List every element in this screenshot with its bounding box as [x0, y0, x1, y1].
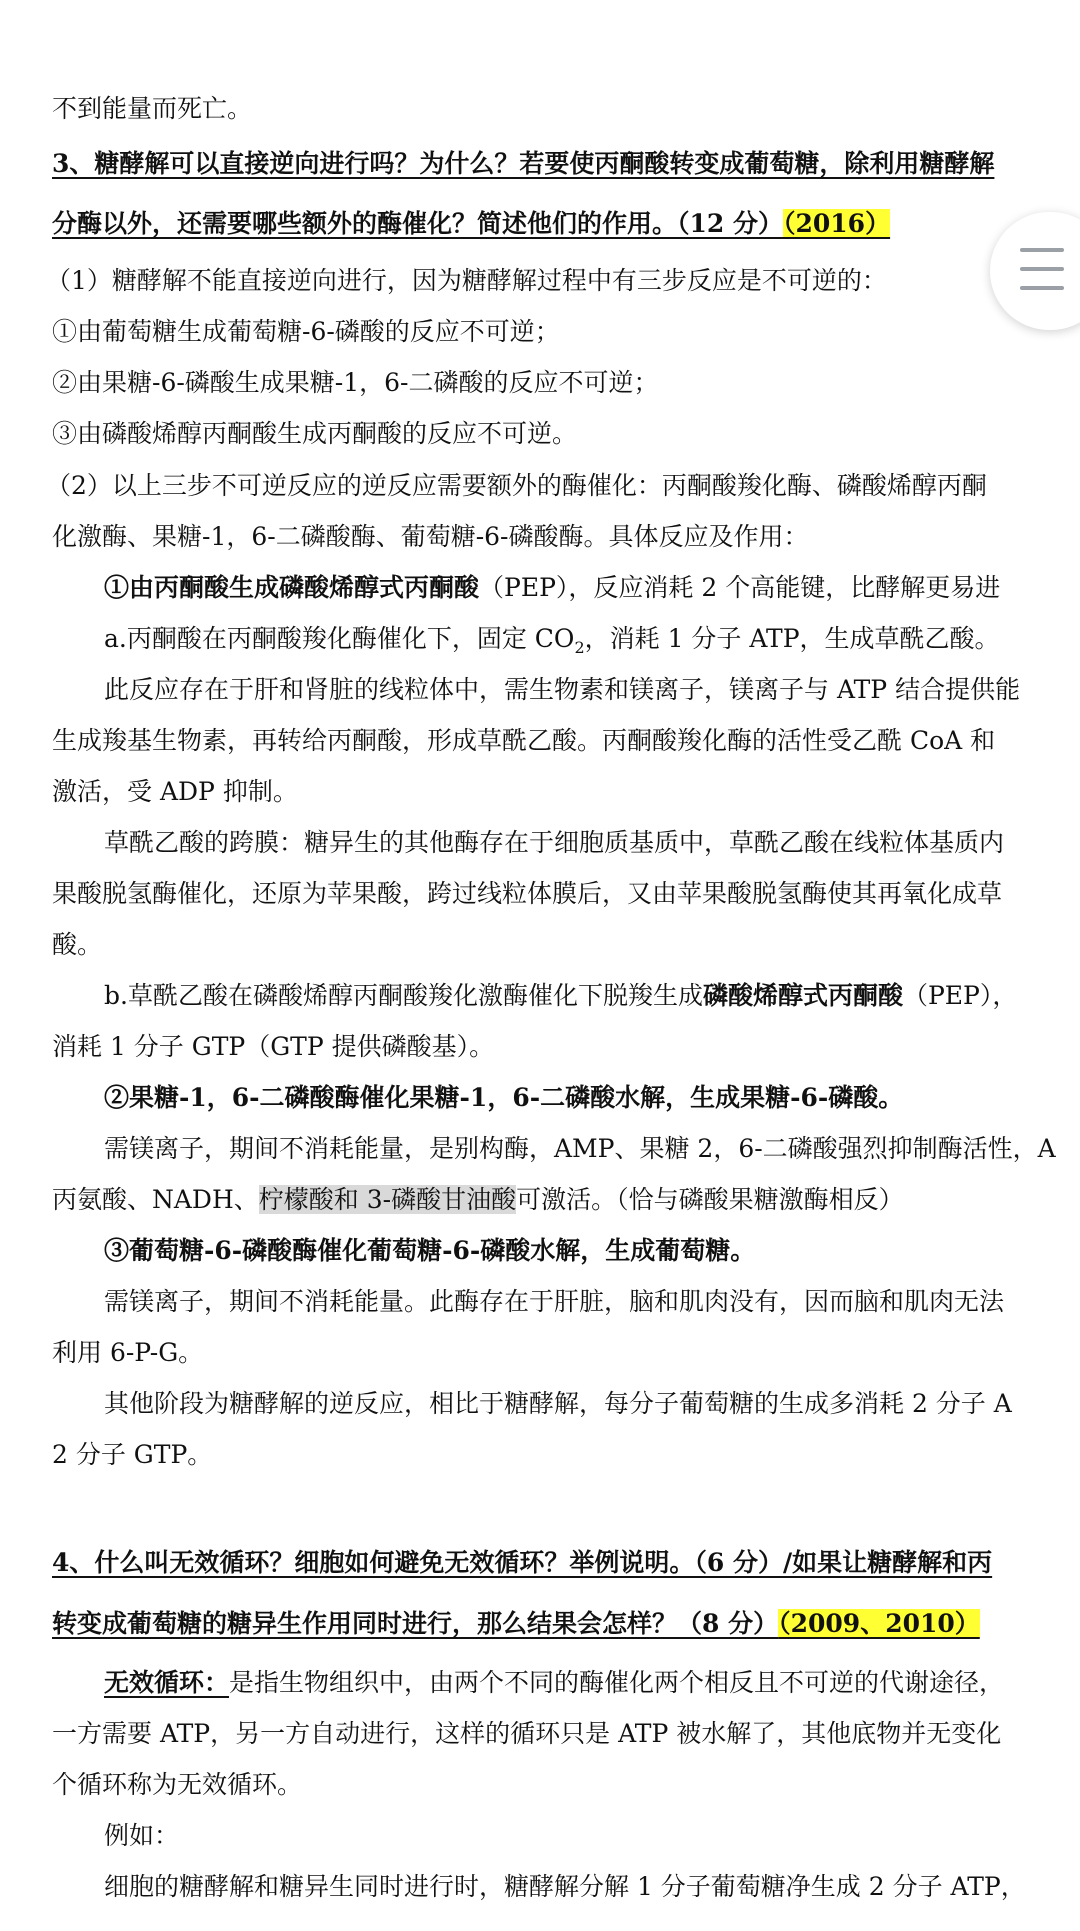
enzyme-step-b: b.草酰乙酸在磷酸烯醇丙酮酸羧化激酶催化下脱羧生成磷酸烯醇式丙酮酸（PEP）， [104, 981, 1018, 1010]
text-line: 细胞的糖酵解和糖异生同时进行时，糖酵解分解 1 分子葡萄糖净生成 2 分子 ATP， [104, 1872, 1026, 1901]
question-3-title-cont: 分酶以外，还需要哪些额外的酶催化？简述他们的作用。（12 分）（2016） [52, 209, 891, 238]
question-4-title: 4、什么叫无效循环？细胞如何避免无效循环？举例说明。（6 分）/如果让糖酵解和丙 [52, 1548, 993, 1577]
answer-paragraph: （1）糖酵解不能直接逆向进行，因为糖酵解过程中有三步反应是不可逆的： [46, 266, 887, 295]
answer-item: ②由果糖-6-磷酸生成果糖-1，6-二磷酸的反应不可逆； [52, 368, 659, 397]
enzyme-item-2: ②果糖-1，6-二磷酸酶催化果糖-1，6-二磷酸水解，生成果糖-6-磷酸。 [104, 1083, 904, 1112]
text-line: 果酸脱氢酶催化，还原为苹果酸，跨过线粒体膜后，又由苹果酸脱氢酶使其再氧化成草 [52, 879, 1003, 908]
question-3-title: 3、糖酵解可以直接逆向进行吗？为什么？若要使丙酮酸转变成葡萄糖，除利用糖酵解 [52, 149, 995, 178]
definition-line: 无效循环：是指生物组织中，由两个不同的酶催化两个相反且不可逆的代谢途径， [104, 1668, 1005, 1697]
text-line: 消耗 1 分子 GTP（GTP 提供磷酸基）。 [52, 1032, 495, 1061]
answer-paragraph-cont: 化激酶、果糖-1，6-二磷酸酶、葡萄糖-6-磷酸酶。具体反应及作用： [52, 522, 809, 551]
text-line: 激活，受 ADP 抑制。 [52, 777, 298, 806]
selected-text[interactable]: 柠檬酸和 3-磷酸甘油酸 [258, 1185, 517, 1214]
text-line: 酸。 [52, 930, 103, 959]
answer-item: ③由磷酸烯醇丙酮酸生成丙酮酸的反应不可逆。 [52, 419, 578, 448]
text-line: 不到能量而死亡。 [52, 94, 253, 123]
question-4-title-cont: 转变成葡萄糖的糖异生作用同时进行，那么结果会怎样？（8 分）（2009、2010） [52, 1609, 980, 1638]
text-line: 其他阶段为糖酵解的逆反应，相比于糖酵解，每分子葡萄糖的生成多消耗 2 分子 A [104, 1389, 1012, 1418]
answer-item: ①由葡萄糖生成葡萄糖-6-磷酸的反应不可逆； [52, 317, 560, 346]
year-highlight: （2016） [783, 209, 891, 238]
text-line: 草酰乙酸的跨膜：糖异生的其他酶存在于细胞质基质中，草酰乙酸在线粒体基质内 [104, 828, 1005, 857]
enzyme-step-a: a.丙酮酸在丙酮酸羧化酶催化下，固定 $CO_2$，消耗 1 分子 ATP，生成草酰乙酸。 [104, 624, 1000, 657]
text-line: 一方需要 ATP，另一方自动进行，这样的循环只是 ATP 被水解了，其他底物并无变化 [52, 1719, 1002, 1748]
enzyme-item-3: ③葡萄糖-6-磷酸酶催化葡萄糖-6-磷酸水解，生成葡萄糖。 [104, 1236, 756, 1265]
menu-button[interactable] [990, 212, 1080, 330]
year-highlight: （2009、2010） [778, 1609, 980, 1638]
text-line: 需镁离子，期间不消耗能量，是别构酶，AMP、果糖 2，6-二磷酸强烈抑制酶活性，A [104, 1134, 1056, 1163]
text-line: 此反应存在于肝和肾脏的线粒体中，需生物素和镁离子，镁离子与 ATP 结合提供能 [104, 675, 1021, 704]
answer-paragraph: （2）以上三步不可逆反应的逆反应需要额外的酶催化：丙酮酸羧化酶、磷酸烯醇丙酮 [46, 471, 987, 500]
term: 无效循环： [104, 1668, 230, 1697]
text-line: 2 分子 GTP。 [52, 1440, 213, 1469]
enzyme-item-1: ①由丙酮酸生成磷酸烯醇式丙酮酸（PEP），反应消耗 2 个高能键，比酵解更易进 [104, 573, 1001, 602]
text-line: 例如： [104, 1821, 180, 1850]
text-line: 丙氨酸、NADH、柠檬酸和 3-磷酸甘油酸可激活。（恰与磷酸果糖激酶相反） [52, 1185, 904, 1214]
text-line: 个循环称为无效循环。 [52, 1770, 303, 1799]
text-line: 生成羧基生物素，再转给丙酮酸，形成草酰乙酸。丙酮酸羧化酶的活性受乙酰 CoA 和 [52, 726, 996, 755]
text-line: 需镁离子，期间不消耗能量。此酶存在于肝脏，脑和肌肉没有，因而脑和肌肉无法 [104, 1287, 1005, 1316]
text-line: 利用 6-P-G。 [52, 1338, 204, 1367]
